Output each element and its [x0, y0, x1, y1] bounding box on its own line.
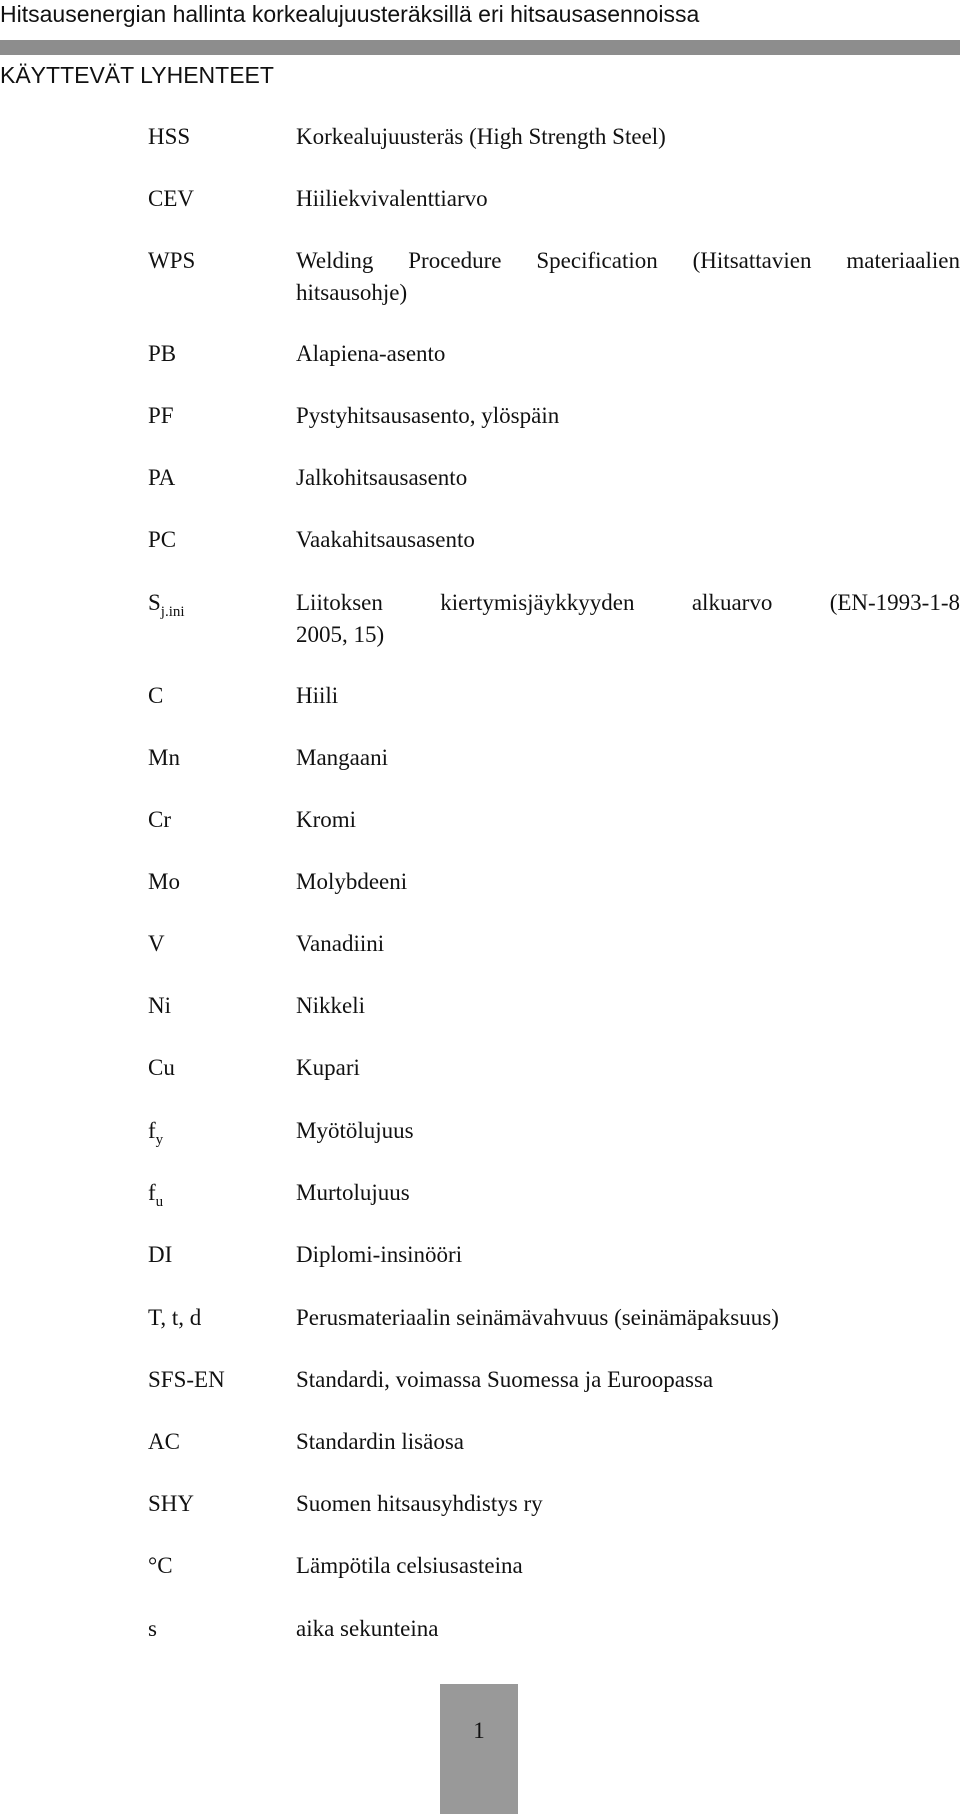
abbreviation-definition: Standardin lisäosa — [296, 1429, 464, 1454]
running-header: Hitsausenergian hallinta korkealujuusteräksillä eri hitsausasennoissa — [0, 1, 700, 27]
abbreviation-definition: Vanadiini — [296, 931, 385, 956]
abbreviation-definition: Korkealujuusteräs (High Strength Steel) — [296, 124, 666, 149]
abbreviation-term: WPS — [148, 248, 196, 273]
abbreviation-definition: Suomen hitsausyhdistys ry — [296, 1491, 543, 1516]
abbreviation-definition: Perusmateriaalin seinämävahvuus (seinämäpaksuus) — [296, 1305, 779, 1330]
abbreviation-definition: Hiiliekvivalenttiarvo — [296, 186, 488, 211]
abbreviation-definition: Lämpötila celsiusasteina — [296, 1553, 523, 1578]
abbreviation-term: V — [148, 931, 165, 956]
page-number-box — [440, 1684, 518, 1814]
page-number: 1 — [473, 1718, 485, 1743]
abbreviation-definition: Nikkeli — [296, 993, 365, 1018]
abbreviation-term: PA — [148, 465, 176, 490]
definition-line: Welding Procedure Specification (Hitsattavien materiaalien — [296, 248, 960, 273]
abbreviation-term: T, t, d — [148, 1305, 202, 1330]
abbreviation-definition: Mangaani — [296, 745, 388, 770]
abbreviation-definition: Murtolujuus — [296, 1180, 410, 1205]
abbreviation-term: s — [148, 1616, 157, 1641]
abbreviation-definition: Standardi, voimassa Suomessa ja Euroopassa — [296, 1367, 714, 1392]
abbreviation-term: PB — [148, 341, 177, 366]
abbreviation-term: Mo — [148, 869, 180, 894]
abbreviation-definition — [296, 587, 960, 651]
abbreviation-definition: Vaakahitsausasento — [296, 527, 475, 552]
abbreviation-term — [148, 1177, 163, 1212]
abbreviation-term — [148, 1115, 163, 1150]
abbreviation-definition: Pystyhitsausasento, ylöspäin — [296, 403, 560, 428]
abbreviation-term: CEV — [148, 186, 194, 211]
abbreviation-definition: Molybdeeni — [296, 869, 408, 894]
abbreviation-definition: aika sekunteina — [296, 1616, 439, 1641]
definition-line: hitsausohje) — [296, 280, 408, 305]
term-main: f — [148, 1118, 156, 1143]
abbreviation-definition: Alapiena-asento — [296, 341, 446, 366]
abbreviation-term: PC — [148, 527, 177, 552]
abbreviation-term: Cu — [148, 1055, 175, 1080]
term-main: f — [148, 1180, 156, 1205]
abbreviation-definition: Diplomi-insinööri — [296, 1242, 463, 1267]
abbreviation-term: SHY — [148, 1491, 195, 1516]
abbreviation-term: °C — [148, 1553, 173, 1578]
abbreviation-term: AC — [148, 1429, 180, 1454]
abbreviation-definition: Jalkohitsausasento — [296, 465, 468, 490]
abbreviation-definition: Kromi — [296, 807, 357, 832]
abbreviation-term: Ni — [148, 993, 171, 1018]
abbreviation-definition — [296, 245, 960, 309]
abbreviation-term: Cr — [148, 807, 171, 832]
abbreviation-definition: Hiili — [296, 683, 339, 708]
abbreviation-term: HSS — [148, 124, 191, 149]
term-subscript: u — [155, 1194, 164, 1210]
definition-line: Liitoksen kiertymisjäykkyyden alkuarvo (EN-1993-1-8 — [296, 590, 960, 615]
abbreviation-term: SFS-EN — [148, 1367, 225, 1392]
abbreviation-term: C — [148, 683, 164, 708]
term-subscript: y — [155, 1132, 164, 1148]
abbreviation-term: PF — [148, 403, 174, 428]
term-subscript: j.ini — [160, 604, 185, 620]
term-main: S — [148, 590, 161, 615]
abbreviation-definition: Myötölujuus — [296, 1118, 414, 1143]
abbreviation-term — [148, 587, 185, 622]
abbreviation-term: Mn — [148, 745, 180, 770]
abbreviation-term: DI — [148, 1242, 173, 1267]
definition-line: 2005, 15) — [296, 622, 385, 647]
abbreviation-definition: Kupari — [296, 1055, 360, 1080]
section-title: KÄYTTEVÄT LYHENTEET — [0, 62, 274, 88]
